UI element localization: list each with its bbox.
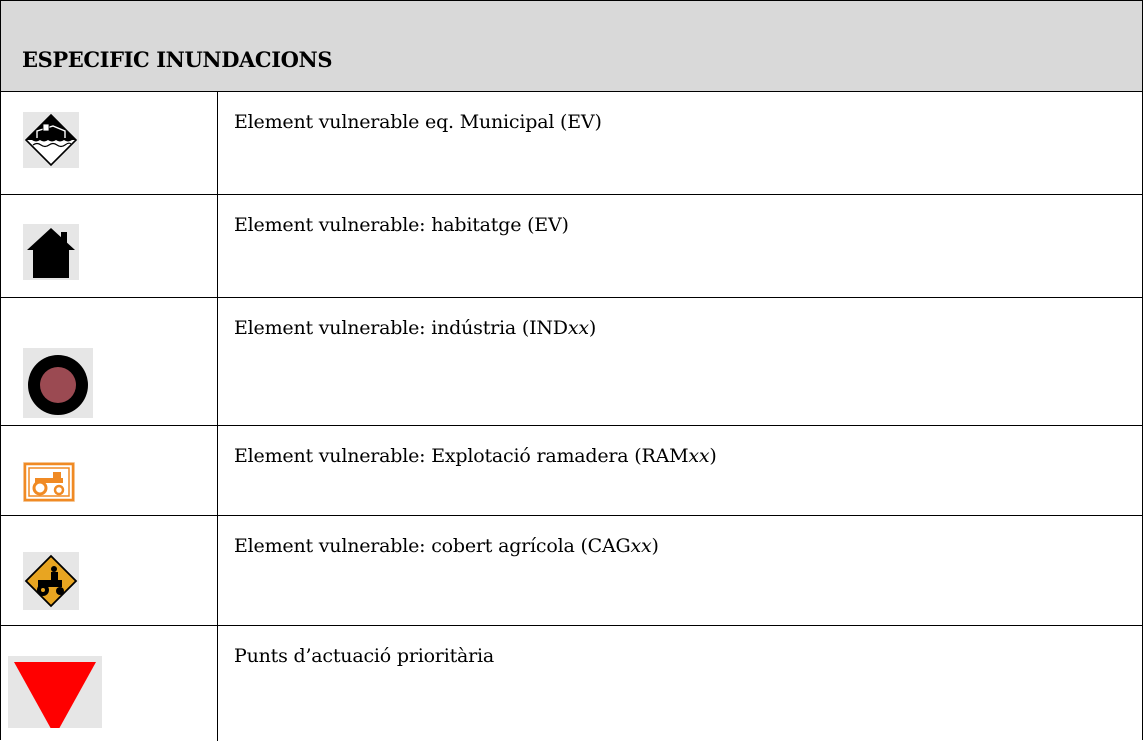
agricultural-shed-tractor-icon — [23, 552, 79, 610]
legend-row — [1, 195, 1142, 298]
icon-cell — [1, 195, 218, 297]
legend-item-label: Punts d’actuació prioritària — [234, 645, 495, 667]
legend-row — [1, 626, 1142, 741]
priority-action-triangle-icon — [8, 656, 102, 728]
legend-title: ESPECIFIC INUNDACIONS — [22, 47, 333, 72]
icon-cell — [1, 92, 218, 194]
icon-cell — [1, 626, 218, 741]
legend-item-label: Element vulnerable eq. Municipal (EV) — [234, 111, 602, 133]
icon-cell — [1, 516, 218, 625]
legend-row — [1, 298, 1142, 426]
legend-header — [1, 1, 1142, 92]
icon-cell — [1, 298, 218, 425]
livestock-farm-tractor-icon — [23, 462, 75, 502]
flooded-municipal-building-icon — [23, 112, 79, 168]
industry-circle-icon — [23, 348, 93, 418]
legend-row — [1, 516, 1142, 626]
legend-item-label: Element vulnerable: cobert agrícola (CAGxx) — [234, 535, 659, 557]
legend-row — [1, 92, 1142, 195]
legend-item-label: Element vulnerable: habitatge (EV) — [234, 214, 569, 236]
legend-item-label: Element vulnerable: indústria (INDxx) — [234, 317, 597, 339]
legend-row — [1, 426, 1142, 516]
house-icon — [23, 224, 79, 280]
icon-cell — [1, 426, 218, 515]
legend-item-label: Element vulnerable: Explotació ramadera (RAMxx) — [234, 445, 717, 467]
